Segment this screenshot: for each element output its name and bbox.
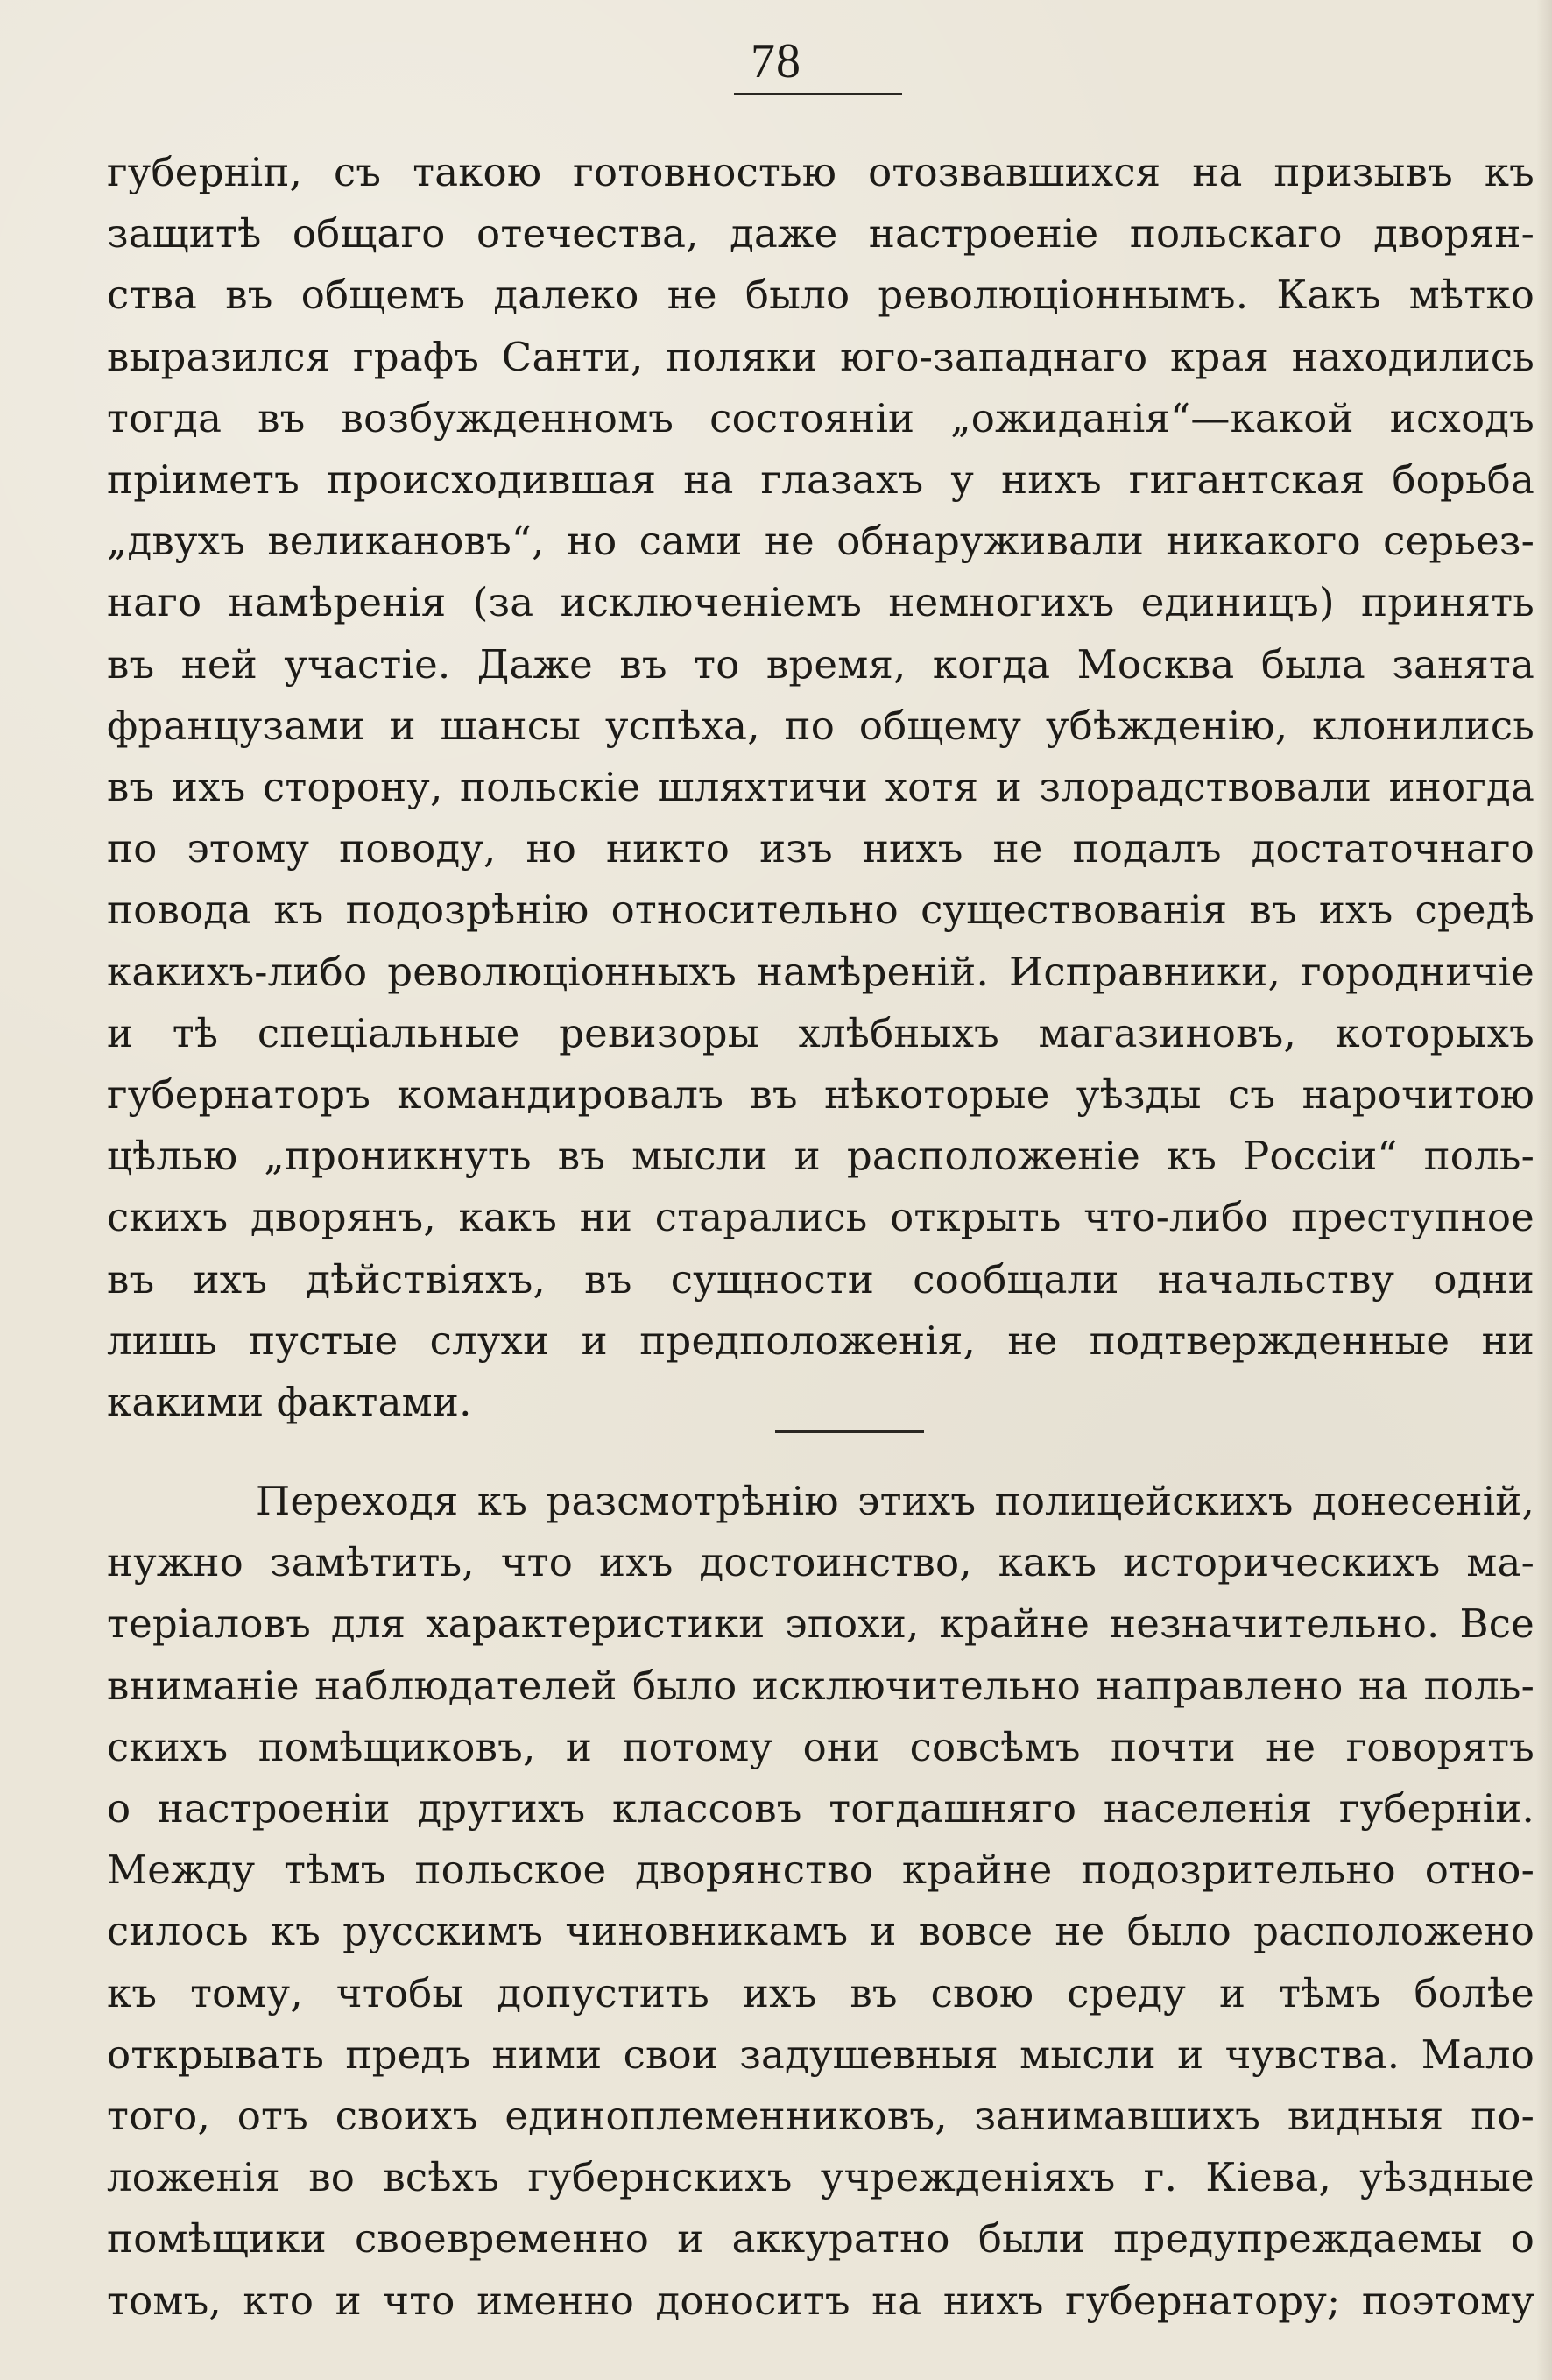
text-line: теріаловъ для характеристики эпохи, крайне незначительно. Все	[107, 1600, 1534, 1648]
text-line: вниманіе наблюдателей было исключительно направлено на поль-	[107, 1662, 1534, 1709]
text-line: силось къ русскимъ чиновникамъ и вовсе не было расположено	[107, 1908, 1534, 1955]
text-line: губерніп, съ такою готовностью отозвавшихся на призывъ къ	[107, 149, 1534, 195]
text-line: тогда въ возбужденномъ состояніи „ожиданія“—какой исходъ	[107, 394, 1534, 441]
text-line: повода къ подозрѣнію относительно существованія въ ихъ средѣ	[107, 886, 1534, 934]
text-line: въ ихъ дѣйствіяхъ, въ сущности сообщали начальству одни	[107, 1255, 1534, 1303]
paragraph-2	[107, 1471, 1534, 2332]
text-line: какихъ-либо революціонныхъ намѣреній. Исправники, городничіе	[107, 948, 1534, 995]
header-rule	[734, 93, 902, 95]
section-divider	[775, 1430, 924, 1433]
text-line: о настроеніи другихъ классовъ тогдашняго населенія губерніи.	[107, 1785, 1534, 1833]
text-line: скихъ помѣщиковъ, и потому они совсѣмъ почти не говорятъ	[107, 1723, 1534, 1770]
text-line: „двухъ великановъ“, но сами не обнаруживали никакого серьез-	[107, 518, 1534, 565]
text-line: къ тому, чтобы допустить ихъ въ свою среду и тѣмъ болѣе	[107, 1969, 1534, 2016]
text-line: томъ, кто и что именно доноситъ на нихъ губернатору; поэтому	[107, 2277, 1534, 2324]
text-line: какими фактами.	[107, 1379, 472, 1426]
scan-edge-shadow	[1536, 0, 1552, 2380]
text-line: лишь пустые слухи и предположенія, не подтвержденные ни	[107, 1317, 1534, 1364]
text-line: ства въ общемъ далеко не было революціоннымъ. Какъ мѣтко	[107, 272, 1534, 319]
text-line: наго намѣренія (за исключеніемъ немногихъ единицъ) принять	[107, 579, 1534, 626]
text-line: губернаторъ командировалъ въ нѣкоторые уѣзды съ нарочитою	[107, 1071, 1534, 1119]
text-line: нужно замѣтить, что ихъ достоинство, какъ историческихъ ма-	[107, 1539, 1534, 1586]
page-number: 78	[751, 34, 801, 88]
text-line: ложенія во всѣхъ губернскихъ учрежденіяхъ г. Кіева, уѣздные	[107, 2154, 1534, 2201]
text-line: защитѣ общаго отечества, даже настроеніе польскаго дворян-	[107, 210, 1534, 258]
text-line: въ ихъ сторону, польскіе шляхтичи хотя и злорадствовали иногда	[107, 764, 1534, 811]
text-line: открывать предъ ними свои задушевныя мысли и чувства. Мало	[107, 2030, 1534, 2078]
text-line: цѣлью „проникнуть въ мысли и расположеніе къ Россіи“ поль-	[107, 1133, 1534, 1180]
text-line: Переходя къ разсмотрѣнію этихъ полицейскихъ донесеній,	[256, 1478, 1534, 1524]
text-line: пріиметъ происходившая на глазахъ у нихъ гигантская борьба	[107, 456, 1534, 504]
text-line: французами и шансы успѣха, по общему убѣжденію, клонились	[107, 702, 1534, 749]
text-line: по этому поводу, но никто изъ нихъ не подалъ достаточнаго	[107, 825, 1534, 872]
paragraph-1	[107, 142, 1534, 1433]
text-line: въ ней участіе. Даже въ то время, когда Москва была занята	[107, 640, 1534, 688]
text-line: помѣщики своевременно и аккуратно были предупреждаемы о	[107, 2215, 1534, 2263]
text-line: скихъ дворянъ, какъ ни старались открыть что-либо преступное	[107, 1194, 1534, 1241]
text-line: Между тѣмъ польское дворянство крайне подозрительно отно-	[107, 1847, 1534, 1894]
text-line: выразился графъ Санти, поляки юго-западнаго края находились	[107, 333, 1534, 380]
text-line: и тѣ спеціальные ревизоры хлѣбныхъ магазиновъ, которыхъ	[107, 1009, 1534, 1056]
text-line: того, отъ своихъ единоплеменниковъ, занимавшихъ видныя по-	[107, 2093, 1534, 2140]
